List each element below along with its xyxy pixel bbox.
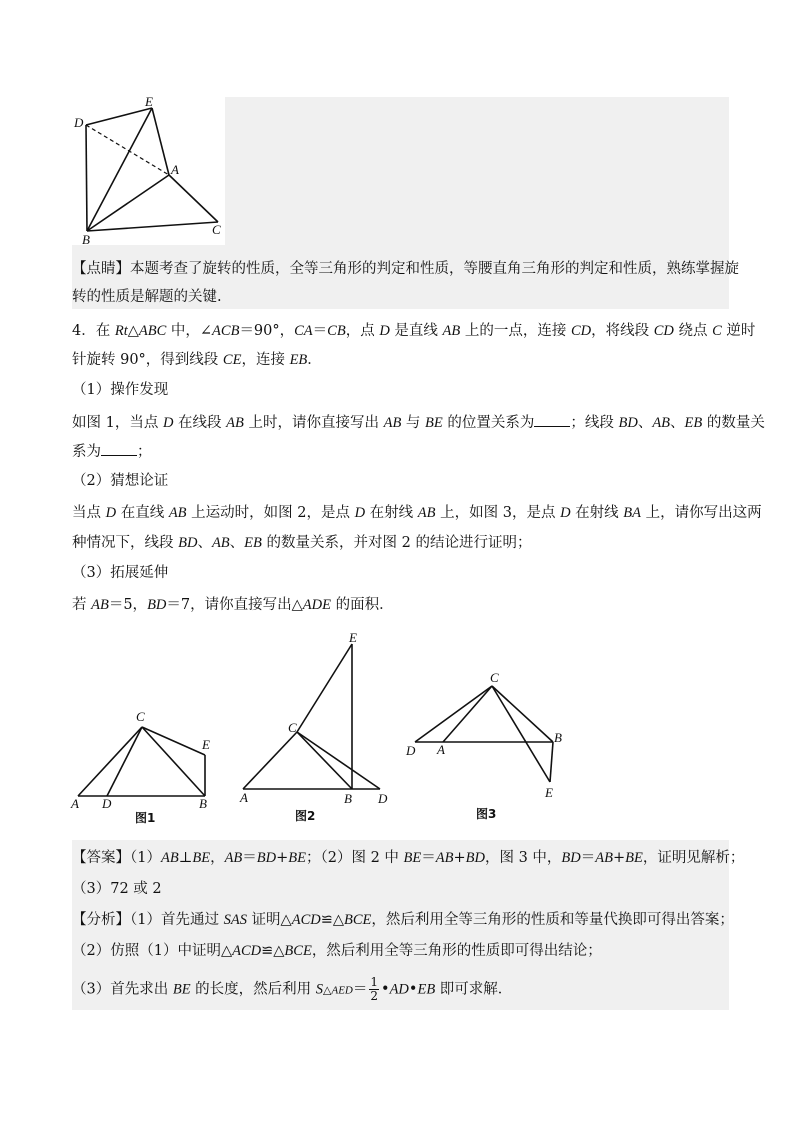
fig2-label-A: A <box>240 790 248 805</box>
analysis-line-2: （2）仿照（1）中证明△ACD≌△BCE，然后利用全等三角形的性质即可得出结论； <box>72 943 602 959</box>
part2-line-2: 种情况下，线段 BD、AB、EB 的数量关系，并对图 2 的结论进行证明； <box>72 535 532 551</box>
dianjing-line-2: 转的性质是解题的关键. <box>72 289 222 305</box>
problem-line-1: 4．在 Rt△ABC 中，∠ACB＝90°，CA＝CB，点 D 是直线 AB 上的一点，连接 CD，将线段 CD 绕点 C 逆时 <box>72 323 756 339</box>
fig1-label-B: B <box>199 796 207 811</box>
dianjing-line-1: 【点睛】本题考查了旋转的性质，全等三角形的判定和性质，等腰直角三角形的判定和性质，熟练掌握旋 <box>72 261 739 277</box>
fraction-half: $\frac{1}{2}$ <box>370 975 379 1003</box>
figure-white-area <box>225 97 729 245</box>
analysis-line-3: （3）首先求出 BE 的长度，然后利用 S△AED＝ $\frac{1}{2}$ •AD•EB 即可求解． <box>72 975 513 1003</box>
part1-title: （1）操作发现 <box>72 382 169 398</box>
figure-3 <box>405 670 562 821</box>
label-B: B <box>82 232 90 245</box>
segment-DB <box>86 125 87 231</box>
fig1-label-D: D <box>102 796 112 811</box>
figure-2 <box>239 630 388 823</box>
fig2-caption: 图2 <box>295 809 316 823</box>
problem-line-2: 针旋转 90°，得到线段 CE，连接 EB． <box>72 352 322 368</box>
fig3-label-E: E <box>545 785 553 800</box>
fig1-caption: 图1 <box>135 811 156 825</box>
fig3-caption: 图3 <box>476 807 497 821</box>
fig2-label-C: C <box>288 720 297 735</box>
label-A: A <box>171 162 179 177</box>
fig3-label-C: C <box>490 670 499 685</box>
part1-line-2: 系为 ； <box>72 441 152 462</box>
fig2-label-D: D <box>378 791 388 806</box>
fig3-label-A: A <box>437 742 445 757</box>
fig3-label-B: B <box>554 730 562 745</box>
part3-line-1: 若 AB＝5，BD＝7，请你直接写出△ADE 的面积． <box>72 597 394 613</box>
answer-line-2: （3）72 或 2 <box>72 881 162 897</box>
label-D: D <box>74 115 84 130</box>
fig2-label-B: B <box>344 791 352 806</box>
figure-1 <box>70 709 210 825</box>
figures-1-3 <box>60 630 600 830</box>
answer-blank-2 <box>101 441 137 456</box>
analysis-line-1: 【分析】（1）首先通过 SAS 证明△ACD≌△BCE，然后利用全等三角形的性质和等量代换即可得出答案； <box>72 912 734 928</box>
part2-title: （2）猜想论证 <box>72 473 169 489</box>
label-E: E <box>145 97 153 109</box>
answer-line-1: 【答案】（1）AB⊥BE，AB＝BD+BE；（2）图 2 中 BE＝AB+BD，图 3 中，BD＝AB+BE，证明见解析； <box>72 850 745 866</box>
label-C: C <box>212 222 221 237</box>
part2-line-1: 当点 D 在直线 AB 上运动时，如图 2，是点 D 在射线 AB 上，如图 3，是点 D 在射线 BA 上，请你写出这两 <box>72 505 762 521</box>
fig3-label-D: D <box>406 743 416 758</box>
answer-blank-1 <box>534 412 570 427</box>
rotation-figure <box>72 97 225 245</box>
part3-title: （3）拓展延伸 <box>72 565 169 581</box>
fig1-label-C: C <box>136 709 145 724</box>
fig2-label-E: E <box>349 630 357 645</box>
fig1-label-A: A <box>71 796 79 811</box>
part1-line-1: 如图 1，当点 D 在线段 AB 上时，请你直接写出 AB 与 BE 的位置关系为 ；线段 BD、AB、EB 的数量关 <box>72 412 765 433</box>
fig1-label-E: E <box>202 737 210 752</box>
